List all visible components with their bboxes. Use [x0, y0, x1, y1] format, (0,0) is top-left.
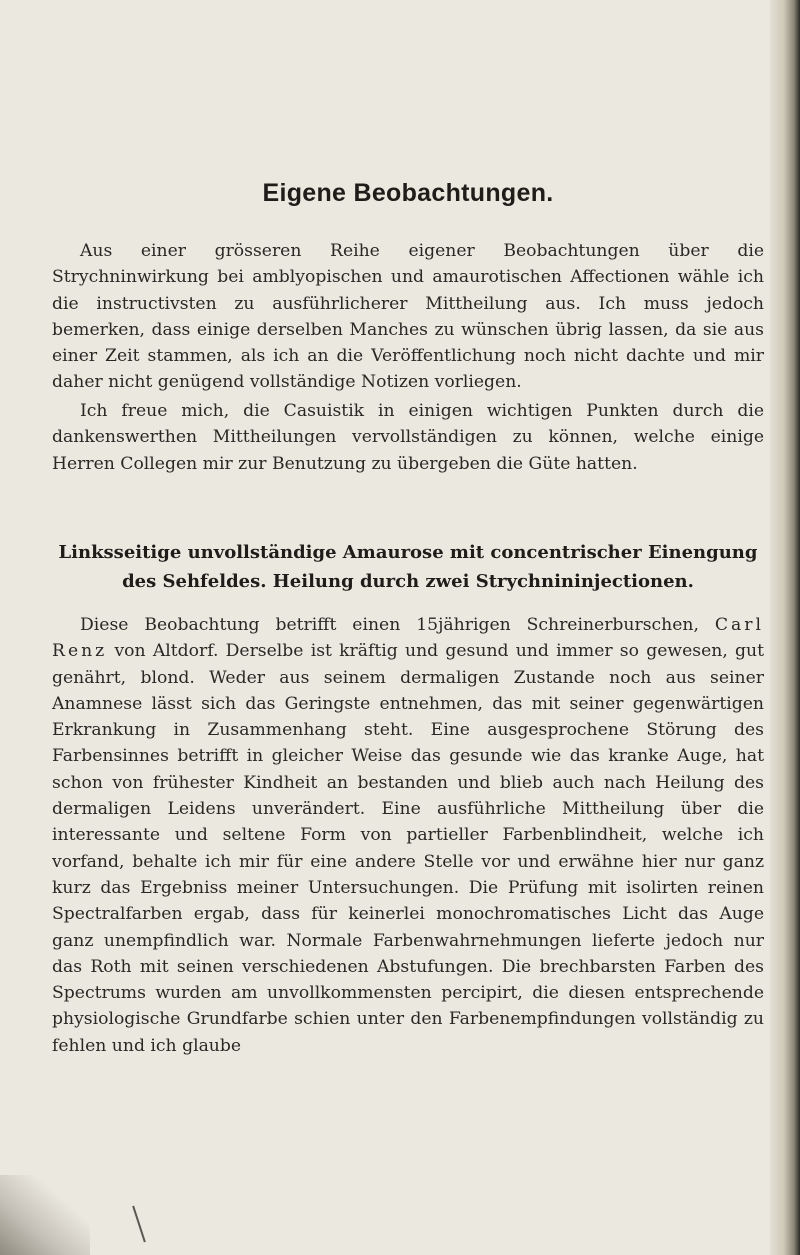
page-binding-edge	[770, 0, 800, 1255]
case-paragraph-start: Diese Beobachtung betrifft einen 15jährigen Schreinerburschen,	[80, 615, 715, 635]
page-corner-shadow	[0, 1175, 90, 1255]
case-paragraph	[52, 612, 764, 1059]
patient-name: Carl Renz	[52, 615, 764, 662]
second-paragraph: Ich freue mich, die Casuistik in einigen wichtigen Punkten durch die dankenswerthen Mittheilungen vervollständigen zu können, welche einige Herren Collegen mir zur Benutzung zu übergeben die Güte hatten.	[52, 401, 764, 474]
case-paragraph-rest: von Altdorf. Derselbe ist kräftig und gesund und immer so gewesen, gut genährt, blond. Weder aus seinem dermaligen Zustande noch aus seiner Anamnese lässt sich das Geringste entnehmen, das mit seiner gegenwärtigen Erkrankung in Zusammenhang steht. Eine ausgesprochene Störung des Farbensinnes betrifft in gleicher Weise das gesunde wie das kranke Auge, hat schon von frühester Kindheit an bestanden und blieb auch nach Heilung des dermaligen Leidens unverändert. Eine ausführliche Mittheilung über die interessante und seltene Form von partieller Farbenblindheit, welche ich vorfand, behalte ich mir für eine andere Stelle vor und erwähne hier nur ganz kurz das Ergebniss meiner Untersuchungen. Die Prüfung mit isolirten reinen Spectralfarben ergab, dass für keinerlei monochromatisches Licht das Auge ganz unempfindlich war. Normale Farbenwahrnehmungen lieferte jedoch nur das Roth mit seinen verschiedenen Abstufungen. Die brechbarsten Farben des Spectrums wurden am unvollkommensten percipirt, die diesen entsprechende physiologische Grundfarbe schien unter den Farbenempfindungen vollständig zu fehlen und ich glaube	[52, 641, 764, 1056]
intro-paragraph: Aus einer grösseren Reihe eigener Beobachtungen über die Strychninwirkung bei amblyopischen und amaurotischen Affectionen wähle ich die instructivsten zu ausführlicherer Mittheilung aus. Ich muss jedoch bemerken, dass einige derselben Manches zu wünschen übrig lassen, da sie aus einer Zeit stammen, als ich an die Veröffentlichung noch nicht dachte und mir daher nicht genügend vollständige Notizen vorliegen.	[52, 241, 764, 393]
case-heading: Linksseitige unvollständige Amaurose mit concentrischer Einengung des Sehfeldes. Heilung durch zwei Strychnininjectionen.	[58, 542, 758, 592]
scan-artifact-mark	[132, 1206, 146, 1243]
section-heading: Eigene Beobachtungen.	[262, 179, 554, 207]
